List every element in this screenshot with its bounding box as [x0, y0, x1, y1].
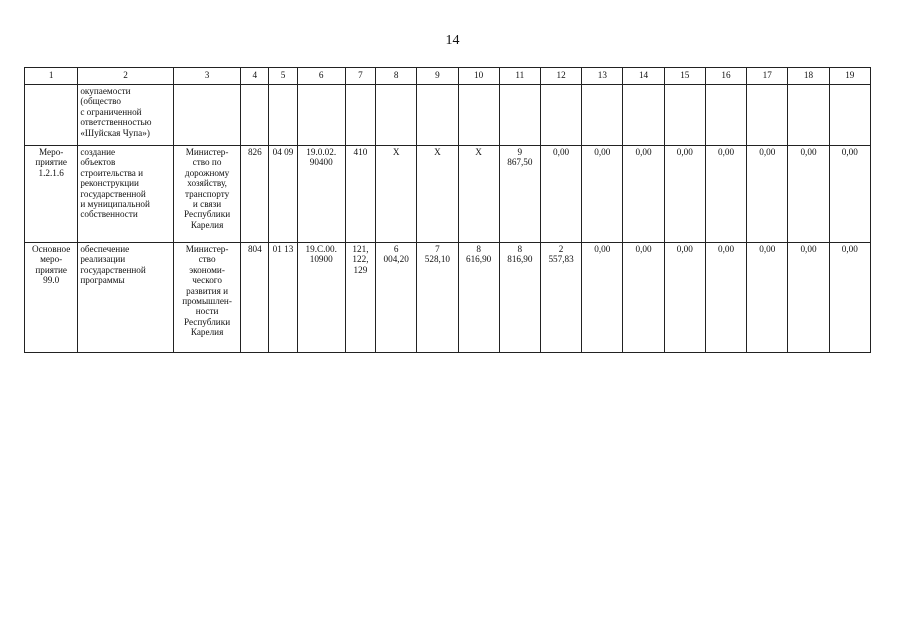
- cell-value: 9 867,50: [499, 146, 540, 243]
- column-header-4: 4: [241, 68, 269, 85]
- cell-csr: 19.0.02. 90400: [297, 146, 345, 243]
- cell-vr: 121, 122, 129: [345, 243, 375, 353]
- cell-value: [705, 85, 746, 146]
- header-row: [25, 68, 871, 85]
- column-header-11: 11: [499, 68, 540, 85]
- cell-executor: [173, 85, 240, 146]
- cell-vr: [345, 85, 375, 146]
- column-header-1: 1: [25, 68, 78, 85]
- column-header-6: 6: [297, 68, 345, 85]
- column-header-9: 9: [417, 68, 458, 85]
- cell-executor: Министер- ство экономи- ческого развития и промышлен- ности Республики Карелия: [173, 243, 240, 353]
- cell-rzpr: [269, 85, 297, 146]
- column-header-13: 13: [582, 68, 623, 85]
- column-header-5: 5: [269, 68, 297, 85]
- cell-value: 0,00: [829, 146, 870, 243]
- column-header-14: 14: [623, 68, 664, 85]
- cell-value: [788, 85, 829, 146]
- cell-rzpr: 04 09: [269, 146, 297, 243]
- column-header-17: 17: [747, 68, 788, 85]
- cell-value: 0,00: [623, 146, 664, 243]
- cell-value: 0,00: [582, 243, 623, 353]
- cell-value: 0,00: [705, 243, 746, 353]
- table-row: [25, 85, 871, 146]
- cell-value: 7 528,10: [417, 243, 458, 353]
- cell-grbs: [241, 85, 269, 146]
- column-header-12: 12: [540, 68, 581, 85]
- page-number: 14: [445, 33, 460, 48]
- cell-csr: [297, 85, 345, 146]
- cell-value: 0,00: [788, 243, 829, 353]
- cell-value: [664, 85, 705, 146]
- cell-value: [747, 85, 788, 146]
- cell-value: [499, 85, 540, 146]
- cell-name: создание объектов строительства и реконструкции государственной и муниципальной собственности: [78, 146, 174, 243]
- column-header-7: 7: [345, 68, 375, 85]
- cell-value: 0,00: [664, 146, 705, 243]
- cell-value: X: [376, 146, 417, 243]
- cell-value: 0,00: [582, 146, 623, 243]
- column-header-8: 8: [376, 68, 417, 85]
- cell-value: 0,00: [623, 243, 664, 353]
- cell-value: 8 616,90: [458, 243, 499, 353]
- cell-value: [458, 85, 499, 146]
- cell-value: 6 004,20: [376, 243, 417, 353]
- table-header: [25, 68, 871, 85]
- column-header-19: 19: [829, 68, 870, 85]
- column-header-18: 18: [788, 68, 829, 85]
- cell-value: 0,00: [788, 146, 829, 243]
- cell-status: Меро- приятие 1.2.1.6: [25, 146, 78, 243]
- column-header-15: 15: [664, 68, 705, 85]
- cell-value: [540, 85, 581, 146]
- column-header-10: 10: [458, 68, 499, 85]
- cell-rzpr: 01 13: [269, 243, 297, 353]
- cell-status: [25, 85, 78, 146]
- column-header-3: 3: [173, 68, 240, 85]
- column-header-2: 2: [78, 68, 174, 85]
- cell-value: 0,00: [747, 243, 788, 353]
- cell-value: [829, 85, 870, 146]
- cell-value: [376, 85, 417, 146]
- cell-value: 0,00: [705, 146, 746, 243]
- cell-vr: 410: [345, 146, 375, 243]
- cell-status: Основное меро- приятие 99.0: [25, 243, 78, 353]
- column-header-16: 16: [705, 68, 746, 85]
- cell-value: [417, 85, 458, 146]
- cell-value: 0,00: [540, 146, 581, 243]
- cell-value: 2 557,83: [540, 243, 581, 353]
- cell-value: X: [458, 146, 499, 243]
- table-row: [25, 243, 871, 353]
- cell-name: обеспечение реализации государственной программы: [78, 243, 174, 353]
- cell-name: окупаемости (общество с ограниченной ответственностью «Шуйская Чупа»): [78, 85, 174, 146]
- cell-executor: Министер- ство по дорожному хозяйству, транспорту и связи Республики Карелия: [173, 146, 240, 243]
- cell-value: 0,00: [747, 146, 788, 243]
- cell-grbs: 826: [241, 146, 269, 243]
- cell-csr: 19.С.00. 10900: [297, 243, 345, 353]
- cell-value: [623, 85, 664, 146]
- cell-value: [582, 85, 623, 146]
- cell-value: 8 816,90: [499, 243, 540, 353]
- cell-value: X: [417, 146, 458, 243]
- budget-table: [24, 67, 871, 353]
- cell-value: 0,00: [829, 243, 870, 353]
- table-row: [25, 146, 871, 243]
- cell-grbs: 804: [241, 243, 269, 353]
- cell-value: 0,00: [664, 243, 705, 353]
